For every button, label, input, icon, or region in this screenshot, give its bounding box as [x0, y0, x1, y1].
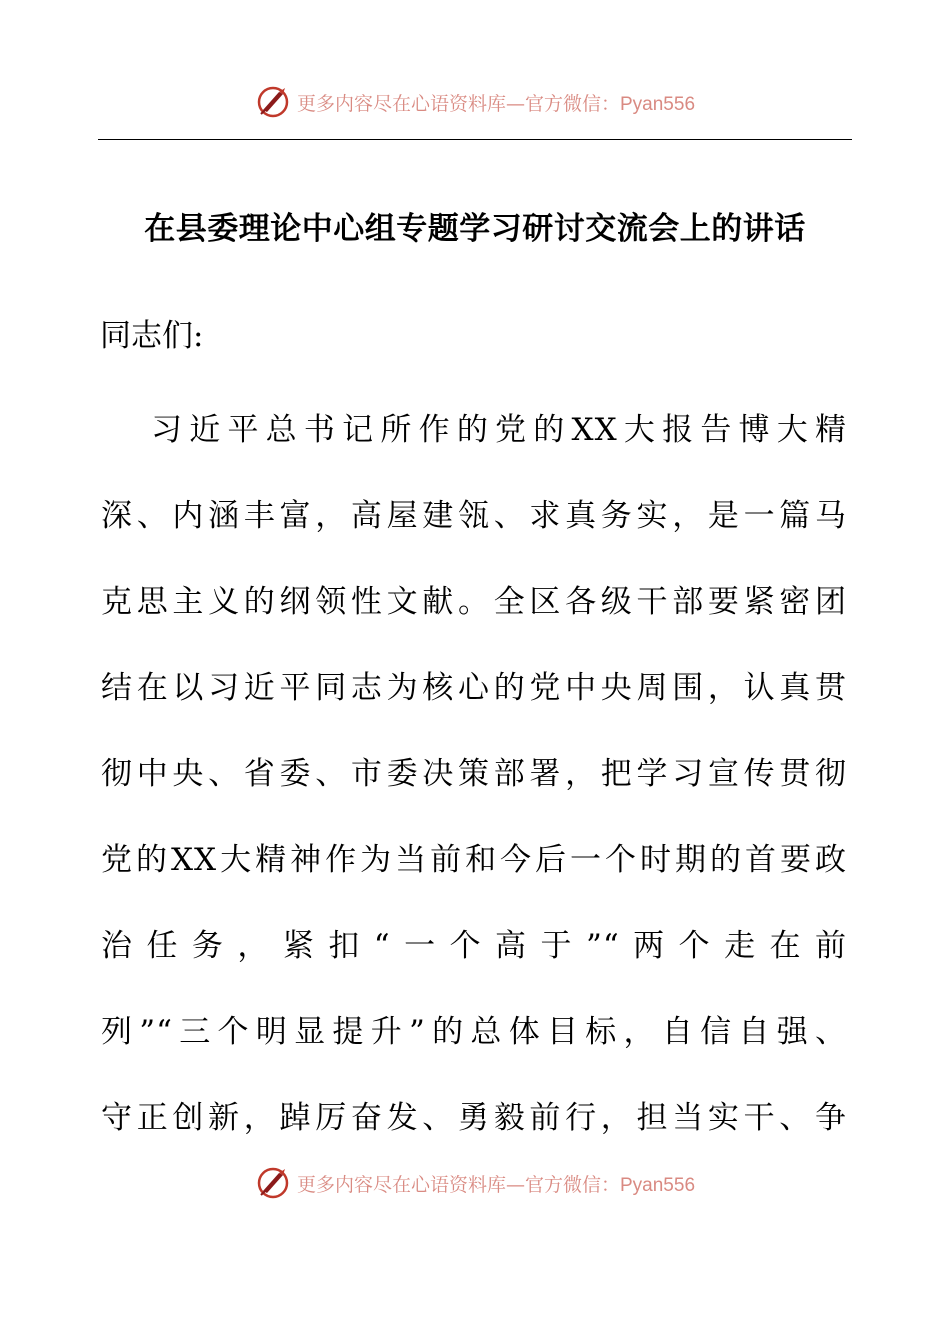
body-line: 党的XX大精神作为当前和今后一个时期的首要政 [101, 842, 847, 878]
body-line: 彻中央、省委、市委决策部署，把学习宣传贯彻 [101, 756, 847, 792]
footer-banner [0, 1163, 950, 1203]
header-divider [98, 139, 852, 140]
header-banner-wechat-id: Pyan556 [620, 93, 696, 115]
salutation: 同志们: [100, 318, 204, 354]
footer-banner-text [297, 1170, 695, 1197]
pen-quill-logo-icon [255, 1165, 291, 1201]
header-banner-text-cn: 更多内容尽在心语资料库—官方微信： [296, 92, 620, 115]
body-paragraph [101, 387, 847, 1161]
header-banner-text [297, 89, 695, 116]
footer-banner-text-cn: 更多内容尽在心语资料库—官方微信： [296, 1173, 620, 1196]
body-line: 守正创新，踔厉奋发、勇毅前行，担当实干、争 [101, 1100, 847, 1136]
pen-quill-logo-icon [255, 84, 291, 120]
body-line: 治任务，紧扣“一个高于”“两个走在前 [101, 928, 847, 964]
body-line: 结在以习近平同志为核心的党中央周围，认真贯 [101, 670, 847, 706]
body-line: 克思主义的纲领性文献。全区各级干部要紧密团 [101, 584, 847, 620]
header-banner [0, 82, 950, 122]
body-line: 深、内涵丰富，高屋建瓴、求真务实，是一篇马 [101, 498, 847, 534]
body-line: 列”“三个明显提升”的总体目标，自信自强、 [101, 1014, 847, 1050]
body-line: 习近平总书记所作的党的XX大报告博大精 [151, 412, 847, 448]
document-title: 在县委理论中心组专题学习研讨交流会上的讲话 [144, 211, 806, 247]
footer-banner-wechat-id: Pyan556 [620, 1174, 696, 1196]
